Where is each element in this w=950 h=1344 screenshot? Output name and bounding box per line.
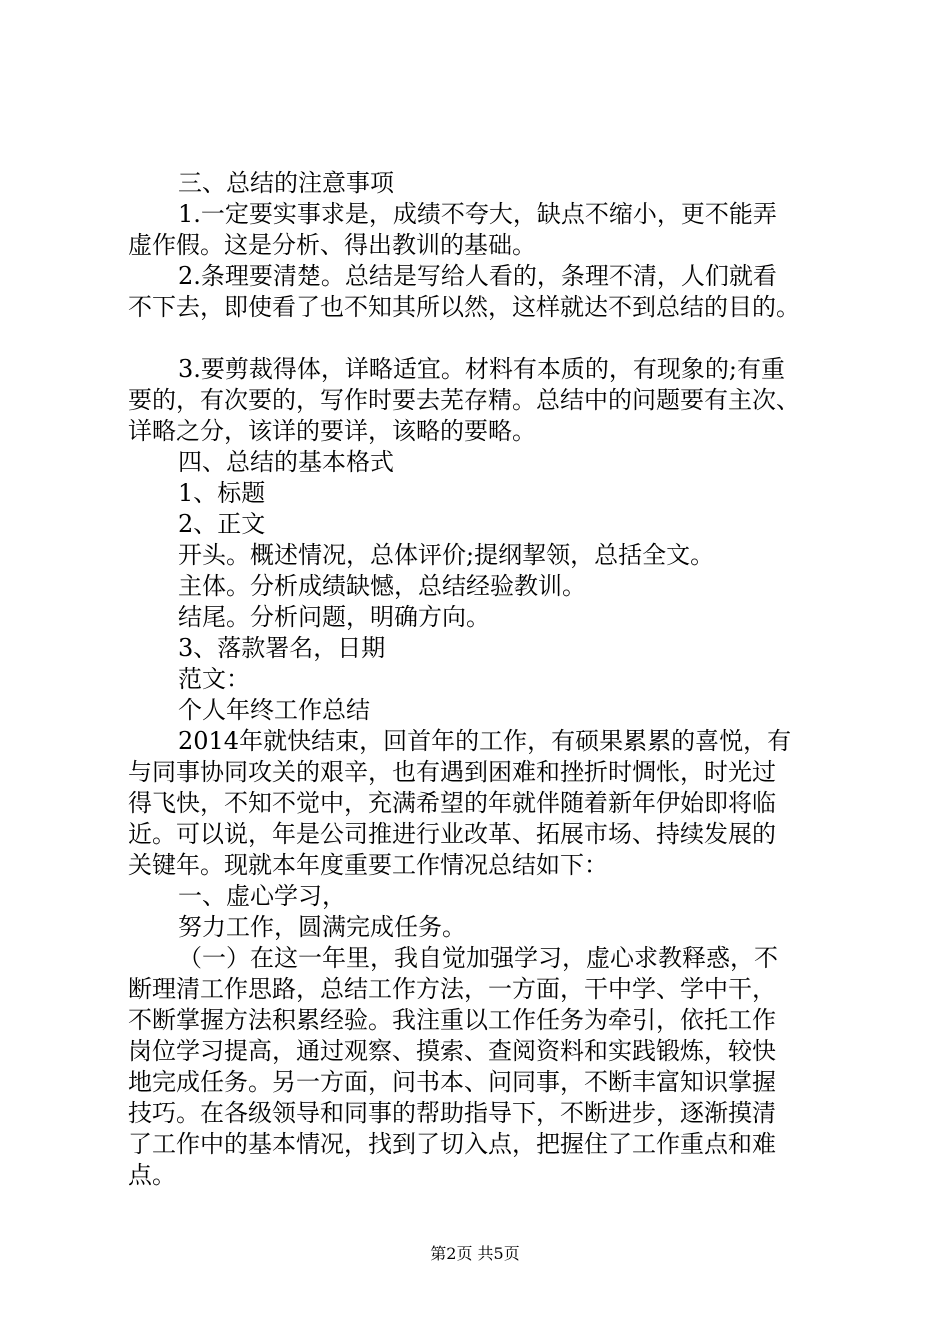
text-line: 详略之分，该详的要详，该略的要略。 bbox=[128, 417, 536, 445]
text-line: 3、落款署名，日期 bbox=[178, 634, 386, 662]
text-line: 三、总结的注意事项 bbox=[178, 169, 394, 197]
text-line: 范文： bbox=[178, 665, 250, 693]
text-line: 一、虚心学习， bbox=[178, 882, 346, 910]
text-line: 技巧。在各级领导和同事的帮助指导下，不断进步，逐渐摸清 bbox=[128, 1099, 776, 1127]
page-footer: 第2页 共5页 bbox=[430, 1244, 520, 1263]
text-line: 虚作假。这是分析、得出教训的基础。 bbox=[128, 231, 536, 259]
text-line: 不下去，即使看了也不知其所以然，这样就达不到总结的目的。 bbox=[128, 293, 800, 321]
text-line: 了工作中的基本情况，找到了切入点，把握住了工作重点和难 bbox=[128, 1130, 776, 1158]
blank-line bbox=[128, 323, 838, 354]
text-line: 努力工作，圆满完成任务。 bbox=[178, 913, 466, 941]
text-line: 1、标题 bbox=[178, 479, 266, 507]
text-line: 近。可以说，年是公司推进行业改革、拓展市场、持续发展的 bbox=[128, 820, 776, 848]
text-line: 点。 bbox=[128, 1161, 176, 1189]
text-line: 地完成任务。另一方面，问书本、问同事，不断丰富知识掌握 bbox=[128, 1068, 776, 1096]
text-line: 岗位学习提高，通过观察、摸索、查阅资料和实践锻炼，较快 bbox=[128, 1037, 776, 1065]
text-line: 2、正文 bbox=[178, 510, 266, 538]
text-line: 关键年。现就本年度重要工作情况总结如下： bbox=[128, 851, 608, 879]
text-line: 个人年终工作总结 bbox=[178, 696, 370, 724]
text-line: 结尾。分析问题，明确方向。 bbox=[178, 603, 490, 631]
text-line: 2.条理要清楚。总结是写给人看的，条理不清，人们就看 bbox=[178, 262, 777, 290]
text-line: 开头。概述情况，总体评价;提纲挈领，总括全文。 bbox=[178, 541, 715, 569]
text-line: 四、总结的基本格式 bbox=[178, 448, 394, 476]
text-line: 要的，有次要的，写作时要去芜存精。总结中的问题要有主次、 bbox=[128, 386, 800, 414]
text-line: 得飞快，不知不觉中，充满希望的年就伴随着新年伊始即将临 bbox=[128, 789, 776, 817]
document-body bbox=[128, 168, 838, 1191]
text-line: 主体。分析成绩缺憾，总结经验教训。 bbox=[178, 572, 586, 600]
text-line: 3.要剪裁得体，详略适宜。材料有本质的，有现象的;有重 bbox=[178, 355, 785, 383]
text-line: 断理清工作思路，总结工作方法，一方面，干中学、学中干， bbox=[128, 975, 776, 1003]
text-line: 不断掌握方法积累经验。我注重以工作任务为牵引，依托工作 bbox=[128, 1006, 776, 1034]
text-line: 1.一定要实事求是，成绩不夸大，缺点不缩小，更不能弄 bbox=[178, 200, 777, 228]
text-line: 2014年就快结束，回首年的工作，有硕果累累的喜悦，有 bbox=[178, 727, 792, 755]
text-line: 与同事协同攻关的艰辛，也有遇到困难和挫折时惆怅，时光过 bbox=[128, 758, 776, 786]
text-line: （一）在这一年里，我自觉加强学习，虚心求教释惑，不 bbox=[178, 944, 778, 972]
